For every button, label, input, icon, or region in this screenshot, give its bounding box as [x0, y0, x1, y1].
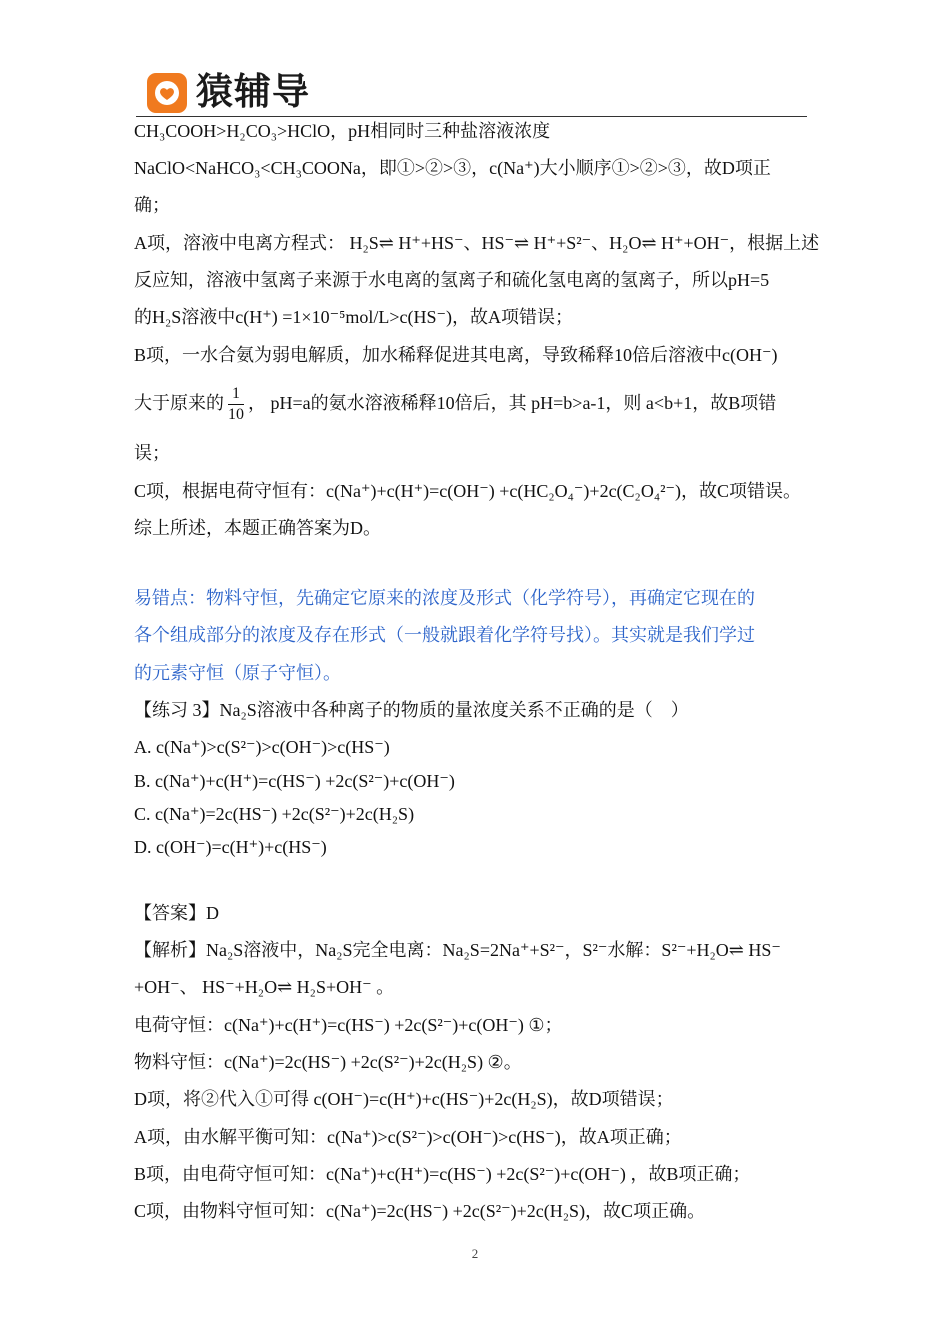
fraction-numerator: 1 [228, 384, 244, 405]
analysis-line: 【解析】Na₂S溶液中，Na₂S完全电离：Na₂S=2Na⁺+S²⁻，S²⁻水解：S²⁻+H₂O⇌ HS⁻ [134, 940, 781, 960]
analysis-line: 物料守恒：c(Na⁺)=2c(HS⁻) +2c(S²⁻)+2c(H₂S) ②。 [134, 1052, 522, 1072]
text-line: 的H₂S溶液中c(H⁺) =1×10⁻⁵mol/L>c(HS⁻)，故A项错误； [134, 307, 573, 327]
text-line: CH₃COOH>H₂CO₃>HClO，pH相同时三种盐溶液浓度 [134, 121, 551, 141]
exercise-title: 【练习 3】Na₂S溶液中各种离子的物质的量浓度关系不正确的是（ ） [134, 700, 689, 720]
tip-line: 的元素守恒（原子守恒）。 [134, 663, 341, 683]
text-line: B项，一水合氨为弱电解质，加水稀释促进其电离，导致稀释10倍后溶液中c(OH⁻) [134, 345, 778, 365]
text-line: C项，根据电荷守恒有：c(Na⁺)+c(H⁺)=c(OH⁻) +c(HC₂O₄⁻)+2c(C₂O₄²⁻)，故C项错误。 [134, 481, 802, 501]
analysis-line: C项，由物料守恒可知：c(Na⁺)=2c(HS⁻) +2c(S²⁻)+2c(H₂S)，故C项正确。 [134, 1201, 706, 1221]
text-line: 误； [134, 443, 170, 463]
text-line: A项，溶液中电离方程式： H₂S⇌ H⁺+HS⁻、HS⁻⇌ H⁺+S²⁻、H₂O⇌ H⁺+OH⁻，根据上述 [134, 233, 820, 253]
analysis-line: 电荷守恒：c(Na⁺)+c(H⁺)=c(HS⁻) +2c(S²⁻)+c(OH⁻) ①； [134, 1015, 563, 1035]
text-line: 综上所述，本题正确答案为D。 [134, 518, 381, 538]
text-line: NaClO<NaHCO₃<CH₃COONa，即①>②>③，c(Na⁺)大小顺序①>②>③，故D项正 [134, 158, 771, 178]
analysis-line: D项，将②代入①可得 c(OH⁻)=c(H⁺)+c(HS⁻)+2c(H₂S)，故D项错误； [134, 1089, 674, 1109]
analysis-line: A项，由水解平衡可知：c(Na⁺)>c(S²⁻)>c(OH⁻)>c(HS⁻)，故A项正确； [134, 1127, 682, 1147]
analysis-line: +OH⁻、 HS⁻+H₂O⇌ H₂S+OH⁻ 。 [134, 977, 395, 997]
exercise-option-d: D. c(OH⁻)=c(H⁺)+c(HS⁻) [134, 837, 327, 857]
tip-line: 各个组成部分的浓度及存在形式（一般就跟着化学符号找）。其实就是我们学过 [134, 625, 755, 645]
analysis-line: B项，由电荷守恒可知：c(Na⁺)+c(H⁺)=c(HS⁻) +2c(S²⁻)+c(OH⁻) ，故B项正确； [134, 1164, 751, 1184]
fraction-line-after: ， pH=a的氨水溶液稀释10倍后，其 pH=b>a-1，则 a<b+1，故B项错 [248, 393, 777, 413]
answer-line: 【答案】D [134, 903, 219, 923]
header-divider [136, 116, 807, 117]
tip-line: 易错点：物料守恒，先确定它原来的浓度及形式（化学符号），再确定它现在的 [134, 588, 755, 608]
text-line: 反应知，溶液中氢离子来源于水电离的氢离子和硫化氢电离的氢离子，所以pH=5 [134, 270, 770, 290]
exercise-option-a: A. c(Na⁺)>c(S²⁻)>c(OH⁻)>c(HS⁻) [134, 737, 390, 757]
fraction-line [134, 380, 776, 426]
page-header [0, 0, 950, 118]
exercise-option-b: B. c(Na⁺)+c(H⁺)=c(HS⁻) +2c(S²⁻)+c(OH⁻) [134, 771, 455, 791]
text-line: 确； [134, 195, 170, 215]
page-number: 2 [471, 1246, 479, 1261]
exercise-option-c: C. c(Na⁺)=2c(HS⁻) +2c(S²⁻)+2c(H₂S) [134, 804, 415, 824]
brand-logo-icon [147, 73, 187, 113]
fraction [228, 384, 244, 425]
fraction-denominator: 10 [228, 406, 244, 424]
fraction-line-before: 大于原来的 [134, 393, 224, 413]
brand-name: 猿辅导 [196, 70, 310, 113]
